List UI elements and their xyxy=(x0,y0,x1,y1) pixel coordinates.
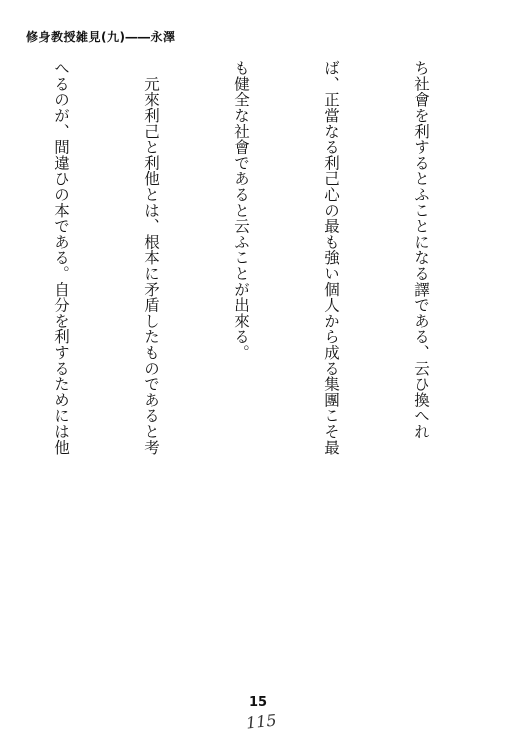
text-column: へるのが、間違ひの本である。自分を利するためには他 xyxy=(52,60,70,455)
running-header: 修身教授雑見(九)――永澤 xyxy=(26,30,176,44)
text-column: も健全な社會であると云ふことが出來る。 xyxy=(232,60,250,361)
handwritten-page-number: 115 xyxy=(245,710,278,733)
text-column: ば、正當なる利己心の最も強い個人から成る集團こそ最 xyxy=(322,60,340,455)
text-column: 元來利己と利他とは、根本に矛盾したものであると考 xyxy=(142,60,160,455)
page-number: 15 xyxy=(248,695,268,710)
text-column: ち社會を利するとふことになる譯である、云ひ換へれ xyxy=(412,60,430,440)
vertical-text-body xyxy=(34,60,496,682)
